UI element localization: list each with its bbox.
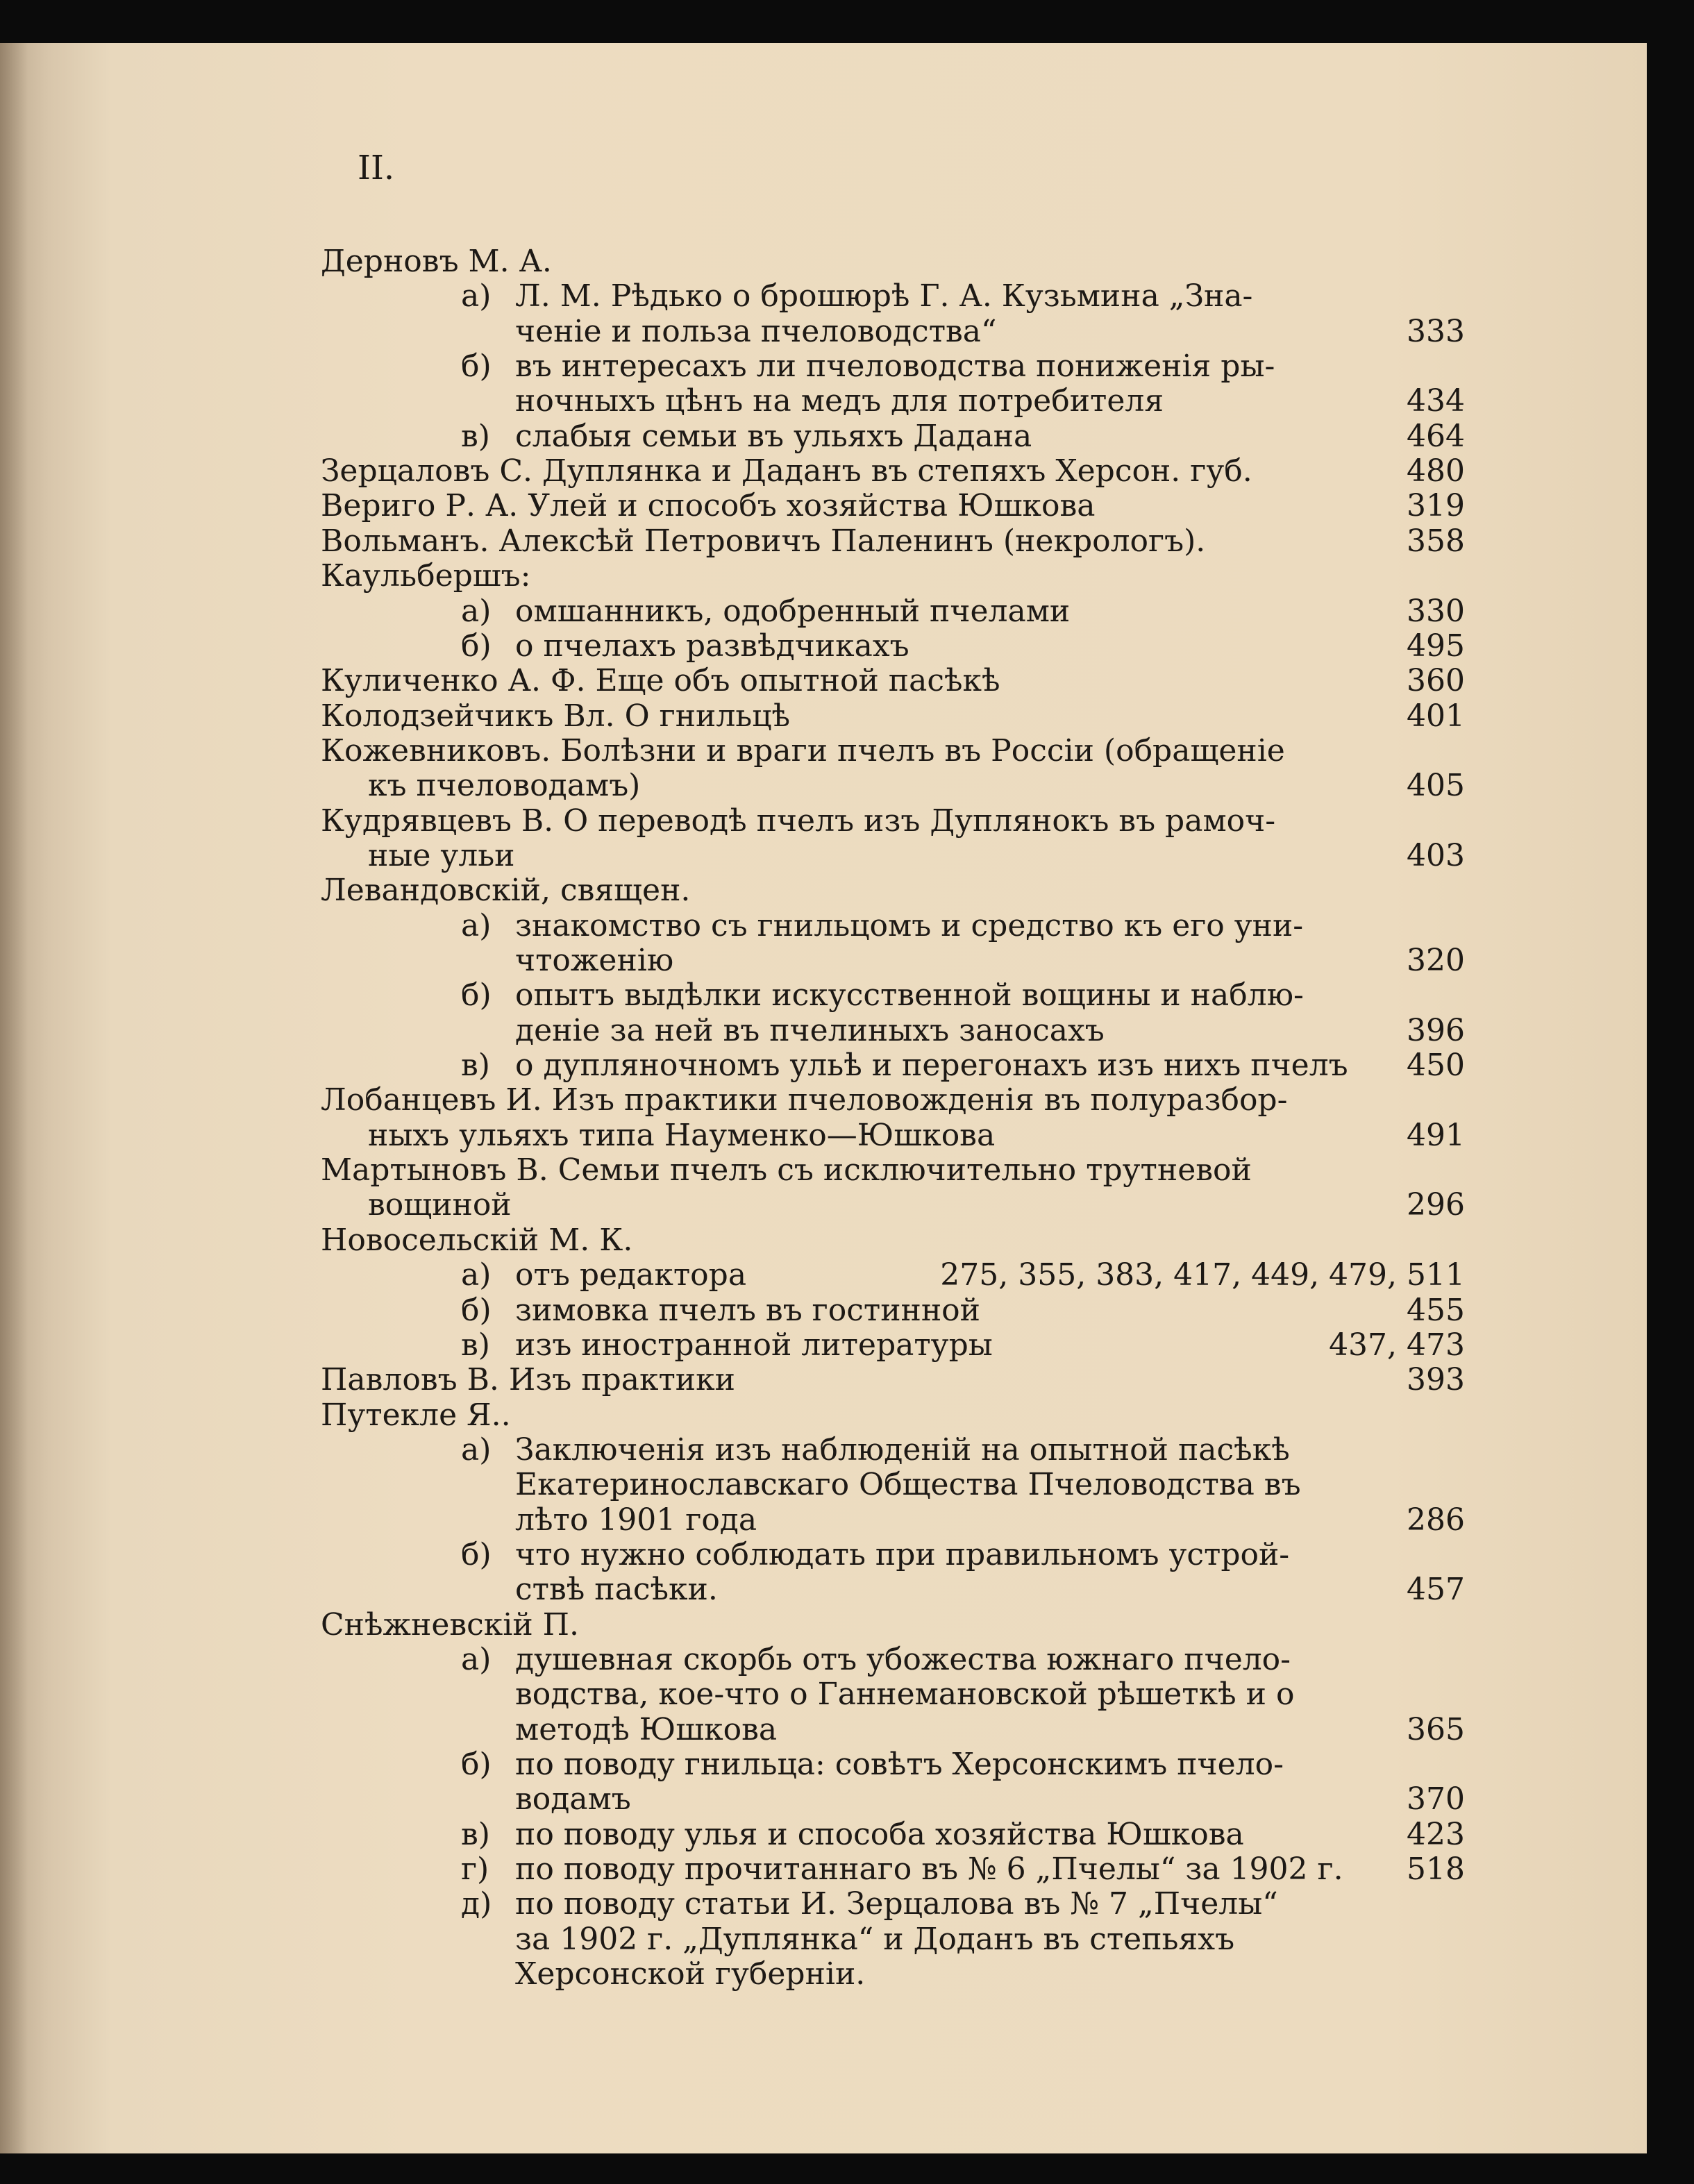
- sub-entry-label: а): [461, 908, 492, 943]
- sub-entry-label: в): [461, 1817, 490, 1852]
- page-reference: 286: [1407, 1502, 1465, 1538]
- sub-entry-text: методѣ Юшкова: [515, 1712, 778, 1747]
- sub-entry-label: в): [461, 419, 490, 454]
- entry-title: Кожевниковъ. Болѣзни и враги пчелъ въ Россіи (обращеніе: [321, 733, 1285, 768]
- sub-entry-title: [461, 1258, 746, 1293]
- sub-entry-label: г): [461, 1851, 489, 1887]
- page-reference: 403: [1407, 838, 1465, 873]
- sub-entry-label: в): [461, 1048, 490, 1083]
- sub-entry-title: [461, 1538, 1289, 1572]
- sub-entry-title: [461, 1643, 1291, 1677]
- sub-entry-text: чтоженію: [515, 943, 674, 978]
- sub-entry-title: [461, 349, 1275, 384]
- sub-entry-label: в): [461, 1327, 490, 1363]
- page-reference: 491: [1407, 1118, 1465, 1153]
- page-reference: 296: [1407, 1187, 1465, 1223]
- entry-continuation: къ пчеловодамъ): [368, 768, 641, 803]
- page-reference: 464: [1407, 419, 1465, 454]
- entry-title: Вериго Р. А. Улей и способъ хозяйства Юшкова: [321, 488, 1096, 523]
- sub-entry-text: въ интересахъ ли пчеловодства пониженія ры-: [515, 348, 1275, 384]
- page-reference: 480: [1407, 453, 1465, 489]
- sub-entry-continuation: [515, 1922, 1234, 1957]
- sub-entry-text: лѣто 1901 года: [515, 1502, 757, 1538]
- page-reference: 437, 473: [1329, 1327, 1465, 1363]
- sub-entry-text: ночныхъ цѣнъ на медъ для потребителя: [515, 383, 1164, 419]
- entry-continuation: ные ульи: [368, 838, 515, 873]
- sub-entry-title: [461, 279, 1252, 314]
- page-reference: 455: [1407, 1293, 1465, 1328]
- sub-entry-label: б): [461, 1747, 492, 1782]
- sub-entry-text: зимовка пчелъ въ гостинной: [515, 1293, 980, 1328]
- sub-entry-text: по поводу прочитаннаго въ № 6 „Пчелы“ за 1902 г.: [515, 1851, 1343, 1887]
- sub-entry-label: а): [461, 1642, 492, 1677]
- sub-entry-text: изъ иностранной литературы: [515, 1327, 993, 1363]
- page-reference: 333: [1407, 314, 1465, 349]
- sub-entry-label: б): [461, 1293, 492, 1328]
- sub-entry-label: а): [461, 278, 492, 314]
- sub-entry-continuation: [515, 1677, 1294, 1712]
- entry-title: Зерцаловъ С. Дуплянка и Даданъ въ степяхъ Херсон. губ.: [321, 453, 1252, 489]
- sub-entry-text: Херсонской губерніи.: [515, 1956, 866, 1992]
- entry-title: Вольманъ. Алексѣй Петровичъ Паленинъ (некрологъ).: [321, 523, 1206, 559]
- sub-entry-continuation: [515, 1957, 865, 1992]
- sub-entry-label: б): [461, 348, 492, 384]
- sub-entry-text: водства, кое-что о Ганнемановской рѣшеткѣ и о: [515, 1677, 1295, 1712]
- sub-entry-text: Екатеринославскаго Общества Пчеловодства въ: [515, 1467, 1301, 1502]
- entry-title: Павловъ В. Изъ практики: [321, 1362, 735, 1397]
- page-reference: 434: [1407, 383, 1465, 419]
- entry-title: Кудрявцевъ В. О переводѣ пчелъ изъ Дуплянокъ въ рамоч-: [321, 803, 1276, 839]
- sub-entry-text: опытъ выдѣлки искусственной вощины и наблю-: [515, 977, 1304, 1013]
- sub-entry-label: а): [461, 1432, 492, 1468]
- page-number: II.: [358, 149, 395, 187]
- sub-entry-continuation: [515, 1468, 1301, 1502]
- page-reference: 275, 355, 383, 417, 449, 479, 511: [940, 1257, 1465, 1293]
- page-reference: 360: [1407, 663, 1465, 698]
- page-reference: 330: [1407, 594, 1465, 629]
- sub-entry-continuation: [515, 943, 673, 978]
- author-name: Снѣжневскій П.: [321, 1607, 580, 1643]
- sub-entry-label: а): [461, 594, 492, 629]
- sub-entry-text: отъ редактора: [515, 1257, 747, 1293]
- sub-entry-title: [461, 594, 1070, 629]
- sub-entry-title: [461, 1747, 1284, 1782]
- sub-entry-title: [461, 1433, 1290, 1468]
- sub-entry-title: [461, 1887, 1278, 1922]
- page-reference: 393: [1407, 1362, 1465, 1397]
- sub-entry-continuation: [515, 1572, 718, 1607]
- sub-entry-text: Заключенія изъ наблюденій на опытной пасѣкѣ: [515, 1432, 1290, 1468]
- page-reference: 495: [1407, 628, 1465, 664]
- sub-entry-continuation: [515, 1014, 1105, 1048]
- sub-entry-text: по поводу гнильца: совѣтъ Херсонскимъ пчело-: [515, 1747, 1284, 1782]
- sub-entry-continuation: [515, 384, 1164, 419]
- sub-entry-continuation: [515, 314, 997, 349]
- sub-entry-text: по поводу улья и способа хозяйства Юшкова: [515, 1817, 1244, 1852]
- sub-entry-text: что нужно соблюдать при правильномъ устрой-: [515, 1537, 1290, 1572]
- page-reference: 518: [1407, 1851, 1465, 1887]
- sub-entry-text: знакомство съ гнильцомъ и средство къ его уни-: [515, 908, 1304, 943]
- entry-title: Мартыновъ В. Семьи пчелъ съ исключительно трутневой: [321, 1152, 1252, 1188]
- page-reference: 365: [1407, 1712, 1465, 1747]
- book-page: [0, 43, 1647, 2153]
- page-reference: 358: [1407, 523, 1465, 559]
- sub-entry-title: [461, 978, 1304, 1013]
- sub-entry-label: б): [461, 1537, 492, 1572]
- page-reference: 405: [1407, 768, 1465, 803]
- sub-entry-title: [461, 419, 1032, 454]
- author-name: Путекле Я..: [321, 1397, 511, 1433]
- sub-entry-text: Л. М. Рѣдько о брошюрѣ Г. А. Кузьмина „Зна-: [515, 278, 1253, 314]
- sub-entry-title: [461, 1293, 980, 1328]
- author-name: Дерновъ М. А.: [321, 244, 552, 279]
- page-reference: 319: [1407, 488, 1465, 523]
- sub-entry-title: [461, 1852, 1343, 1887]
- index-text: [0, 43, 1647, 2153]
- sub-entry-label: а): [461, 1257, 492, 1293]
- sub-entry-title: [461, 1048, 1348, 1083]
- sub-entry-title: [461, 909, 1303, 943]
- sub-entry-label: б): [461, 977, 492, 1013]
- entry-title: Лобанцевъ И. Изъ практики пчеловожденія въ полуразбор-: [321, 1082, 1288, 1118]
- sub-entry-text: о пчелахъ развѣдчикахъ: [515, 628, 909, 664]
- author-name: Новосельскій М. К.: [321, 1223, 633, 1258]
- sub-entry-continuation: [515, 1713, 777, 1747]
- sub-entry-text: за 1902 г. „Дуплянка“ и Доданъ въ степьяхъ: [515, 1922, 1235, 1957]
- page-reference: 423: [1407, 1817, 1465, 1852]
- entry-continuation: вощиной: [368, 1187, 512, 1223]
- sub-entry-text: водамъ: [515, 1781, 631, 1817]
- sub-entry-text: ствѣ пасѣки.: [515, 1572, 718, 1607]
- sub-entry-label: д): [461, 1886, 492, 1922]
- sub-entry-text: ченіе и польза пчеловодства“: [515, 314, 997, 349]
- page-reference: 457: [1407, 1572, 1465, 1607]
- entry-title: Куличенко А. Ф. Еще объ опытной пасѣкѣ: [321, 663, 1000, 698]
- author-name: Левандовскій, священ.: [321, 873, 691, 908]
- page-reference: 450: [1407, 1048, 1465, 1083]
- page-reference: 401: [1407, 698, 1465, 734]
- entry-continuation: ныхъ ульяхъ типа Науменко—Юшкова: [368, 1118, 996, 1153]
- page-reference: 370: [1407, 1781, 1465, 1817]
- sub-entry-continuation: [515, 1782, 631, 1817]
- sub-entry-text: душевная скорбь отъ убожества южнаго пчело-: [515, 1642, 1291, 1677]
- page-reference: 320: [1407, 943, 1465, 978]
- sub-entry-text: омшанникъ, одобренный пчелами: [515, 594, 1071, 629]
- sub-entry-continuation: [515, 1503, 757, 1538]
- page-reference: 396: [1407, 1013, 1465, 1048]
- sub-entry-title: [461, 1328, 993, 1363]
- sub-entry-text: по поводу статьи И. Зерцалова въ № 7 „Пчелы“: [515, 1886, 1278, 1922]
- entry-title: Колодзейчикъ Вл. О гнильцѣ: [321, 698, 791, 734]
- sub-entry-text: деніе за ней въ пчелиныхъ заносахъ: [515, 1013, 1105, 1048]
- author-name: Каульбершъ:: [321, 558, 531, 594]
- sub-entry-text: о дупляночномъ ульѣ и перегонахъ изъ нихъ пчелъ: [515, 1048, 1348, 1083]
- sub-entry-title: [461, 1817, 1244, 1852]
- sub-entry-title: [461, 629, 909, 664]
- sub-entry-text: слабыя семьи въ ульяхъ Дадана: [515, 419, 1032, 454]
- sub-entry-label: б): [461, 628, 492, 664]
